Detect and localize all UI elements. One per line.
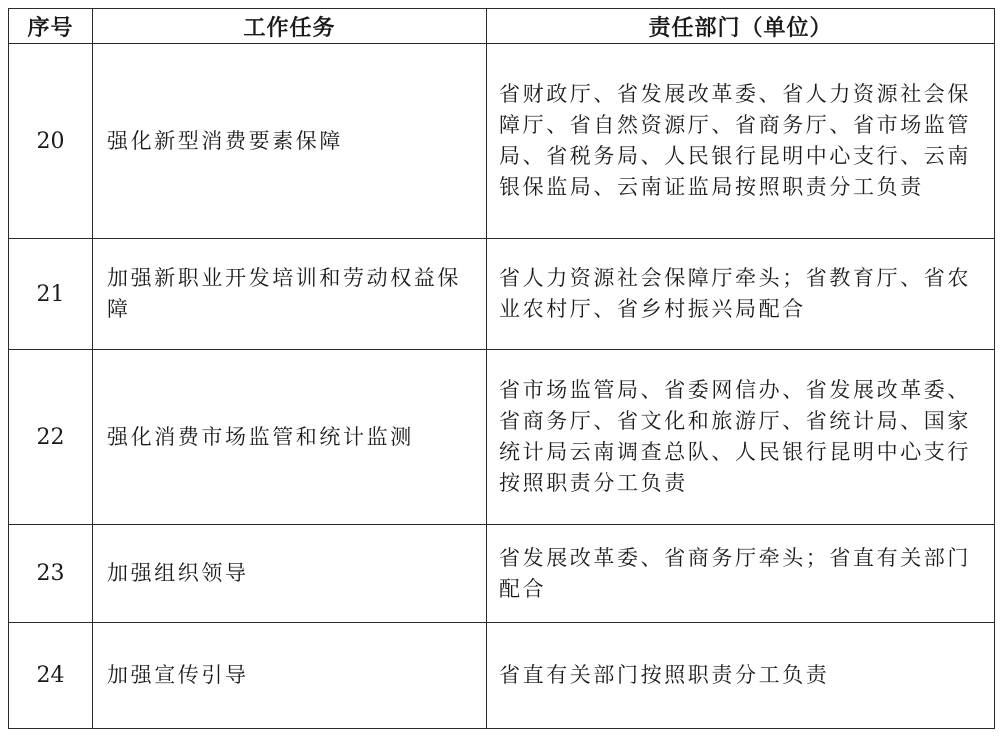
row-task: 强化消费市场监管和统计监测 <box>93 350 487 525</box>
row-department: 省发展改革委、省商务厅牵头；省直有关部门配合 <box>487 525 995 623</box>
header-task: 工作任务 <box>93 9 487 44</box>
row-task: 加强宣传引导 <box>93 623 487 729</box>
header-department: 责任部门（单位） <box>487 9 995 44</box>
header-number: 序号 <box>9 9 93 44</box>
row-department: 省直有关部门按照职责分工负责 <box>487 623 995 729</box>
row-number: 22 <box>9 350 93 525</box>
table-header <box>9 9 995 44</box>
row-department: 省市场监管局、省委网信办、省发展改革委、省商务厅、省文化和旅游厅、省统计局、国家统计局云南调查总队、人民银行昆明中心支行按照职责分工负责 <box>487 350 995 525</box>
row-number: 23 <box>9 525 93 623</box>
row-department: 省财政厅、省发展改革委、省人力资源社会保障厅、省自然资源厅、省商务厅、省市场监管局、省税务局、人民银行昆明中心支行、云南银保监局、云南证监局按照职责分工负责 <box>487 44 995 239</box>
header-row <box>9 9 995 44</box>
table-row <box>9 623 995 729</box>
row-task: 加强新职业开发培训和劳动权益保障 <box>93 239 487 350</box>
table-body <box>9 44 995 729</box>
row-number: 21 <box>9 239 93 350</box>
row-department: 省人力资源社会保障厅牵头；省教育厅、省农业农村厅、省乡村振兴局配合 <box>487 239 995 350</box>
row-task: 加强组织领导 <box>93 525 487 623</box>
table-row <box>9 350 995 525</box>
table-row <box>9 239 995 350</box>
row-task: 强化新型消费要素保障 <box>93 44 487 239</box>
row-number: 20 <box>9 44 93 239</box>
table-row <box>9 525 995 623</box>
row-number: 24 <box>9 623 93 729</box>
responsibility-table <box>8 8 995 729</box>
table-row <box>9 44 995 239</box>
